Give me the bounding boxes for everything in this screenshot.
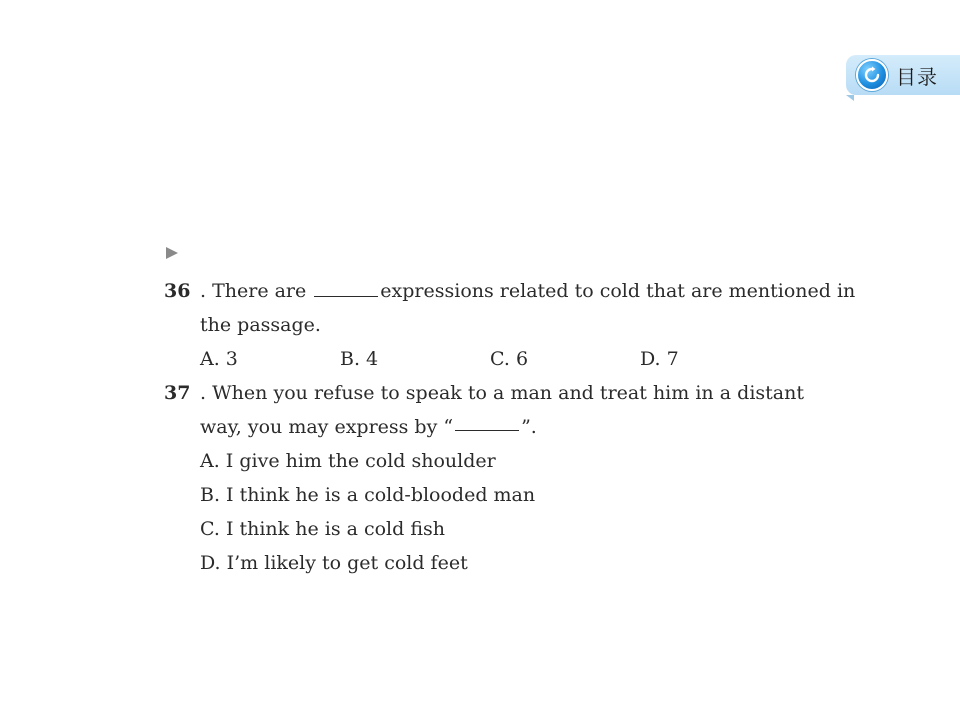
toc-button[interactable]: [846, 55, 960, 95]
refresh-circle-icon: [856, 59, 888, 91]
question-36-line-1: [164, 274, 856, 308]
option-b: B. 4: [340, 348, 379, 370]
question-36-text: . There are expressions related to cold that are mentioned in: [200, 274, 855, 308]
option-c: C. 6: [490, 348, 529, 370]
question-37-line-2: way, you may express by “ ”.: [164, 410, 804, 444]
question-number: 36: [164, 280, 191, 302]
answer-blank: [314, 276, 378, 297]
toc-label: 目录: [896, 64, 938, 89]
question-number: 37: [164, 382, 191, 404]
option-d: D. I’m likely to get cold feet: [200, 552, 468, 574]
option-b: B. I think he is a cold-blooded man: [200, 484, 536, 506]
option-a: A. 3: [200, 348, 238, 370]
question-37-line-1: [164, 376, 804, 410]
question-36-line-2: the passage.: [200, 314, 321, 336]
answer-blank: [455, 410, 519, 431]
option-a: A. I give him the cold shoulder: [200, 450, 496, 472]
option-c: C. I think he is a cold fish: [200, 518, 445, 540]
tab-fold: [846, 95, 854, 101]
question-36-options: [164, 342, 804, 376]
play-marker-icon: [166, 247, 178, 259]
question-37-text: . When you refuse to speak to a man and treat him in a distant: [200, 382, 804, 404]
option-d: D. 7: [640, 348, 679, 370]
question-list: [164, 274, 856, 580]
